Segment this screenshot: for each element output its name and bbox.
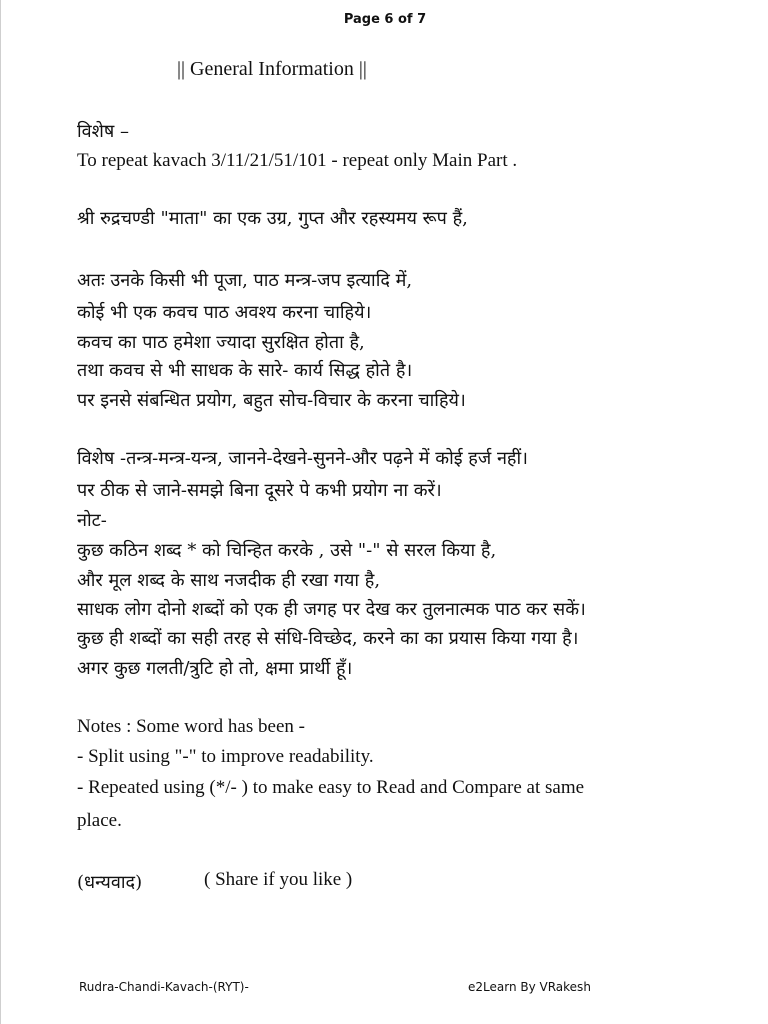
note-label: नोट- bbox=[77, 510, 107, 531]
notes-line: - Split using "-" to improve readability. bbox=[77, 746, 374, 767]
notes-line: place. bbox=[77, 810, 122, 831]
intro-line: श्री रुद्रचण्डी "माता" का एक उग्र, गुप्त और रहस्यमय रूप हैं, bbox=[77, 208, 468, 229]
para1-line: कोई भी एक कवच पाठ अवश्य करना चाहिये। bbox=[77, 302, 372, 323]
vishesh-heading: विशेष – bbox=[77, 121, 130, 142]
para2-line: कुछ ही शब्दों का सही तरह से संधि-विच्छेद, करने का का प्रयास किया गया है। bbox=[77, 628, 579, 649]
para2-line: कुछ कठिन शब्द * को चिन्हित करके , उसे "-" से सरल किया है, bbox=[77, 540, 497, 561]
para1-line: पर इनसे संबन्धित प्रयोग, बहुत सोच-विचार के करना चाहिये। bbox=[77, 390, 466, 411]
para2-line: अगर कुछ गलती/त्रुटि हो तो, क्षमा प्रार्थी हूँ। bbox=[77, 658, 353, 679]
share-text: ( Share if you like ) bbox=[204, 869, 353, 890]
notes-heading: Notes : Some word has been - bbox=[77, 716, 305, 737]
para1-line: अतः उनके किसी भी पूजा, पाठ मन्त्र-जप इत्यादि में, bbox=[77, 270, 413, 291]
thanks-text: (धन्यवाद) bbox=[77, 872, 143, 893]
page-title: || General Information || bbox=[177, 58, 367, 80]
para2-line: विशेष -तन्त्र-मन्त्र-यन्त्र, जानने-देखने-सुनने-और पढ़ने में कोई हर्ज नहीं। bbox=[77, 448, 528, 469]
para2-line: साधक लोग दोनो शब्दों को एक ही जगह पर देख कर तुलनात्मक पाठ कर सकें। bbox=[77, 599, 586, 620]
notes-line: - Repeated using (*/- ) to make easy to Read and Compare at same bbox=[77, 777, 585, 798]
page-number: Page 6 of 7 bbox=[343, 12, 427, 27]
para2-line: पर ठीक से जाने-समझे बिना दूसरे पे कभी प्रयोग ना करें। bbox=[77, 480, 442, 501]
para1-line: कवच का पाठ हमेशा ज्यादा सुरक्षित होता है, bbox=[77, 332, 365, 353]
para2-line: और मूल शब्द के साथ नजदीक ही रखा गया है, bbox=[77, 570, 381, 591]
para1-line: तथा कवच से भी साधक के सारे- कार्य सिद्ध होते है। bbox=[77, 360, 413, 381]
footer-right: e2Learn By VRakesh bbox=[468, 980, 591, 994]
footer-left: Rudra-Chandi-Kavach-(RYT)- bbox=[79, 980, 249, 994]
repeat-note: To repeat kavach 3/11/21/51/101 - repeat only Main Part . bbox=[77, 150, 518, 171]
